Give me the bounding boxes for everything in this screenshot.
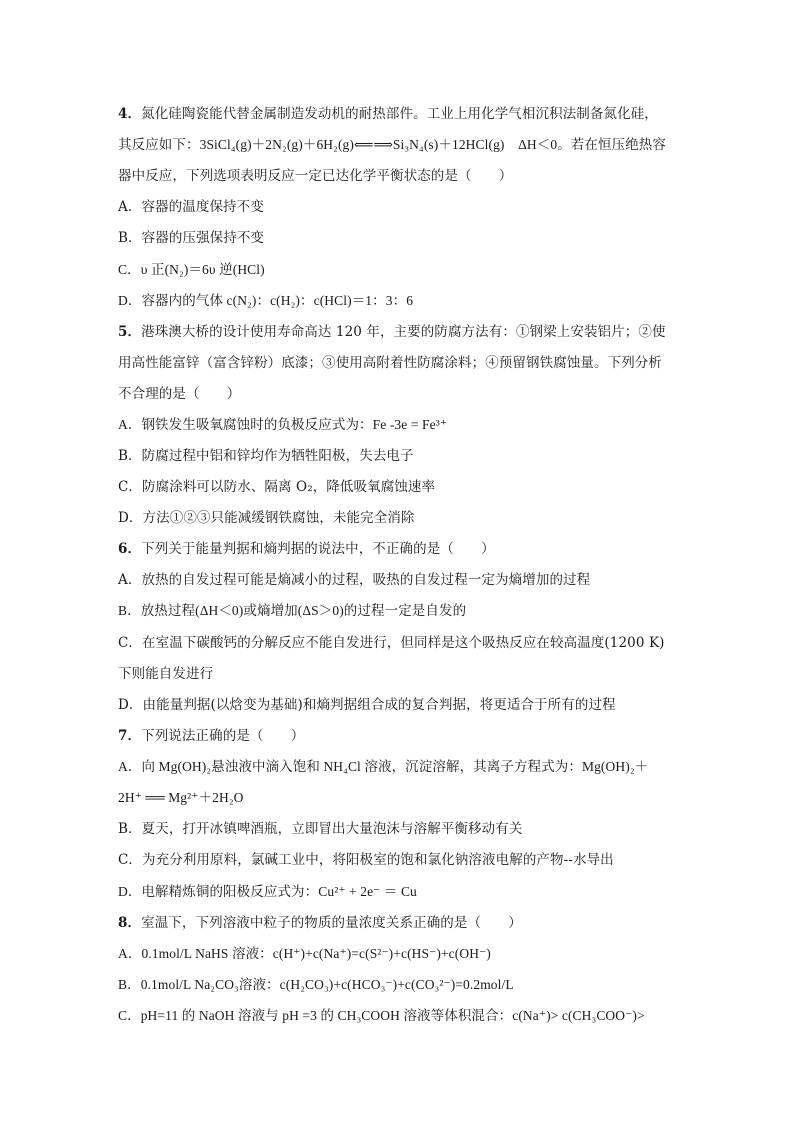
question-6-option-d: D．由能量判据(以焓变为基础)和熵判据组合成的复合判据，将更适合于所有的过程 [118, 697, 616, 713]
question-6-stem-line-1: 6．下列关于能量判据和熵判据的说法中，不正确的是（ ） [118, 541, 495, 557]
question-5-stem-line-1: 5．港珠澳大桥的设计使用寿命高达 120 年，主要的防腐方法有：①钢梁上安装铝片；②使 [118, 324, 666, 340]
question-5-option-a: A．钢铁发生吸氧腐蚀时的负极反应式为：Fe -3e = Fe³⁺ [118, 417, 448, 432]
question-5-stem-line-2: 用高性能富锌（富含锌粉）底漆；③使用高附着性防腐涂料；④预留钢铁腐蚀量。下列分析 [118, 355, 662, 371]
question-6-option-c-line-2: 下则能自发进行 [118, 666, 214, 682]
question-4-option-d: D．容器内的气体 c(N₂)：c(H₂)：c(HCl)＝1：3：6 [118, 293, 414, 308]
question-8-stem-line-1: 8．室温下，下列溶液中粒子的物质的量浓度关系正确的是（ ） [118, 915, 522, 931]
question-number: 5 [118, 324, 128, 340]
question-6-option-c-line-1: C．在室温下碳酸钙的分解反应不能自发进行，但同样是这个吸热反应在较高温度(1200 K) [118, 635, 665, 651]
question-number: 4 [118, 106, 128, 122]
question-7-option-d: D．电解精炼铜的阳极反应式为：Cu²⁺ + 2e⁻ ＝ Cu [118, 884, 417, 899]
question-8-option-a: A．0.1mol/L NaHS 溶液：c(H⁺)+c(Na⁺)=c(S²⁻)+c(HS⁻)+c(OH⁻) [118, 946, 491, 961]
question-4-option-c: C．υ 正(N₂)＝6υ 逆(HCl) [118, 262, 265, 277]
question-5-stem-line-3: 不合理的是（ ） [118, 386, 241, 402]
question-6-option-b: B．放热过程(ΔH＜0)或熵增加(ΔS＞0)的过程一定是自发的 [118, 603, 467, 618]
question-8-option-b: B．0.1mol/L Na₂CO₃溶液：c(H₂CO₃)+c(HCO₃⁻)+c(CO₃²⁻)=0.2mol/L [118, 977, 514, 992]
question-5-option-c: C．防腐涂料可以防水、隔离 O₂，降低吸氧腐蚀速率 [118, 479, 436, 495]
question-number: 6 [118, 541, 128, 557]
question-6-option-a: A．放热的自发过程可能是熵减小的过程，吸热的自发过程一定为熵增加的过程 [118, 572, 591, 588]
question-4-option-b: B．容器的压强保持不变 [118, 230, 265, 246]
question-7-option-a-line-2: 2H⁺ ══ Mg²⁺＋2H₂O [118, 790, 244, 805]
question-4-option-a: A．容器的温度保持不变 [118, 199, 264, 215]
question-7-stem-line-1: 7．下列说法正确的是（ ） [118, 728, 305, 744]
question-7-option-a-line-1: A．向 Mg(OH)₂悬浊液中滴入饱和 NH₄Cl 溶液，沉淀溶解，其离子方程式为：Mg(OH)₂＋ [118, 759, 649, 774]
question-4-stem-line-3: 器中反应，下列选项表明反应一定已达化学平衡状态的是（ ） [118, 168, 513, 184]
question-5-option-b: B．防腐过程中铝和锌均作为牺牲阳极，失去电子 [118, 448, 414, 464]
question-4-stem-line-2: 其反应如下：3SiCl₄(g)＋2N₂(g)＋6H₂(g)⟸⟹Si₃N₄(s)＋12HCl(g) ΔH＜0。若在恒压绝热容 [118, 137, 667, 152]
question-5-option-d: D．方法①②③只能减缓钢铁腐蚀，未能完全消除 [118, 510, 415, 526]
question-7-option-c: C．为充分利用原料，氯碱工业中，将阳极室的饱和氯化钠溶液电解的产物--水导出 [118, 852, 614, 868]
question-7-option-b: B．夏天，打开冰镇啤酒瓶，立即冒出大量泡沫与溶解平衡移动有关 [118, 821, 523, 837]
question-number: 8 [118, 915, 128, 931]
question-8-option-c: C．pH=11 的 NaOH 溶液与 pH =3 的 CH₃COOH 溶液等体积混合：c(Na⁺)> c(CH₃COO⁻)> [118, 1008, 645, 1023]
question-number: 7 [118, 728, 128, 744]
question-4-stem-line-1: 4．氮化硅陶瓷能代替金属制造发动机的耐热部件。工业上用化学气相沉积法制备氮化硅， [118, 106, 658, 122]
